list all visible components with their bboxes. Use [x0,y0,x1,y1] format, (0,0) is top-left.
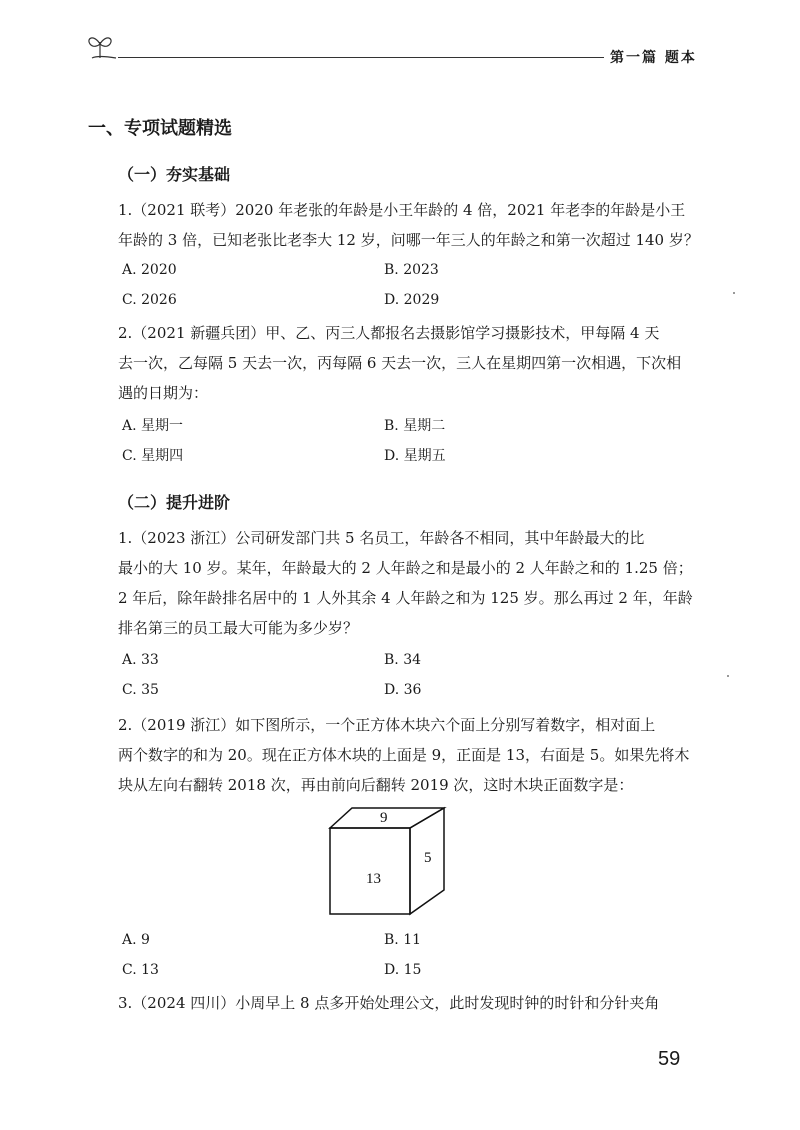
page-number: 59 [658,1048,681,1070]
part1-title: （一）夯实基础 [118,165,231,184]
option-a: A. 33 [122,652,159,668]
question-p1-q2 [118,318,688,408]
question-line: 排名第三的员工最大可能为多少岁？ [118,619,359,637]
option-a: A. 2020 [122,262,177,278]
question-line: 1.（2021 联考）2020 年老张的年龄是小王年龄的 4 倍，2021 年老李的年龄是小王 [118,201,686,219]
option-c: C. 星期四 [122,448,184,464]
option-b: B. 11 [384,932,422,948]
question-line: 遇的日期为： [118,384,209,402]
option-b: B. 34 [384,652,422,668]
question-line: 年龄的 3 倍，已知老张比老李大 12 岁，问哪一年三人的年龄之和第一次超过 140 岁？ [118,231,699,249]
cube-right-number: 5 [424,850,432,866]
section-title: 一、专项试题精选 [88,118,232,139]
option-b: B. 2023 [384,262,439,278]
cube-front-number: 13 [366,871,381,887]
question-line: 两个数字的和为 20。现在正方体木块的上面是 9，正面是 13，右面是 5。如果先将木 [118,746,690,764]
option-d: D. 36 [384,682,422,698]
scan-speck [727,675,729,677]
cube-figure [328,806,448,916]
question-line: 1.（2023 浙江）公司研发部门共 5 名员工，年龄各不相同，其中年龄最大的比 [118,529,645,547]
option-c: C. 13 [122,962,159,978]
question-line: 2.（2019 浙江）如下图所示，一个正方体木块六个面上分别写着数字，相对面上 [118,716,656,734]
header-rule [118,57,604,58]
part2-title: （二）提升进阶 [118,493,231,512]
question-p2-q3 [118,988,688,1018]
option-a: A. 星期一 [122,418,184,434]
cube-top-number: 9 [380,810,388,826]
question-line: 最小的大 10 岁。某年，年龄最大的 2 人年龄之和是最小的 2 人年龄之和的 1.25 倍； [118,559,693,577]
option-b: B. 星期二 [384,418,446,434]
question-p1-q1 [118,195,699,255]
option-a: A. 9 [122,932,150,948]
option-c: C. 35 [122,682,159,698]
option-d: D. 2029 [384,292,440,308]
option-d: D. 15 [384,962,422,978]
question-line: 块从左向右翻转 2018 次，再由前向后翻转 2019 次，这时木块正面数字是： [118,776,634,794]
scan-speck [733,292,735,294]
question-line: 去一次，乙每隔 5 天去一次，丙每隔 6 天去一次，三人在星期四第一次相遇，下次相 [118,354,682,372]
option-d: D. 星期五 [384,448,446,464]
question-p2-q2 [118,710,688,800]
question-line: 3.（2024 四川）小周早上 8 点多开始处理公文，此时发现时钟的时针和分针夹角 [118,994,660,1012]
header-title: 第一篇 题本 [610,50,697,66]
question-p2-q1 [118,523,693,643]
sprout-icon [82,32,118,60]
question-line: 2 年后，除年龄排名居中的 1 人外其余 4 人年龄之和为 125 岁。那么再过 2 年，年龄 [118,589,693,607]
option-c: C. 2026 [122,292,177,308]
question-line: 2.（2021 新疆兵团）甲、乙、丙三人都报名去摄影馆学习摄影技术，甲每隔 4 天 [118,324,660,342]
